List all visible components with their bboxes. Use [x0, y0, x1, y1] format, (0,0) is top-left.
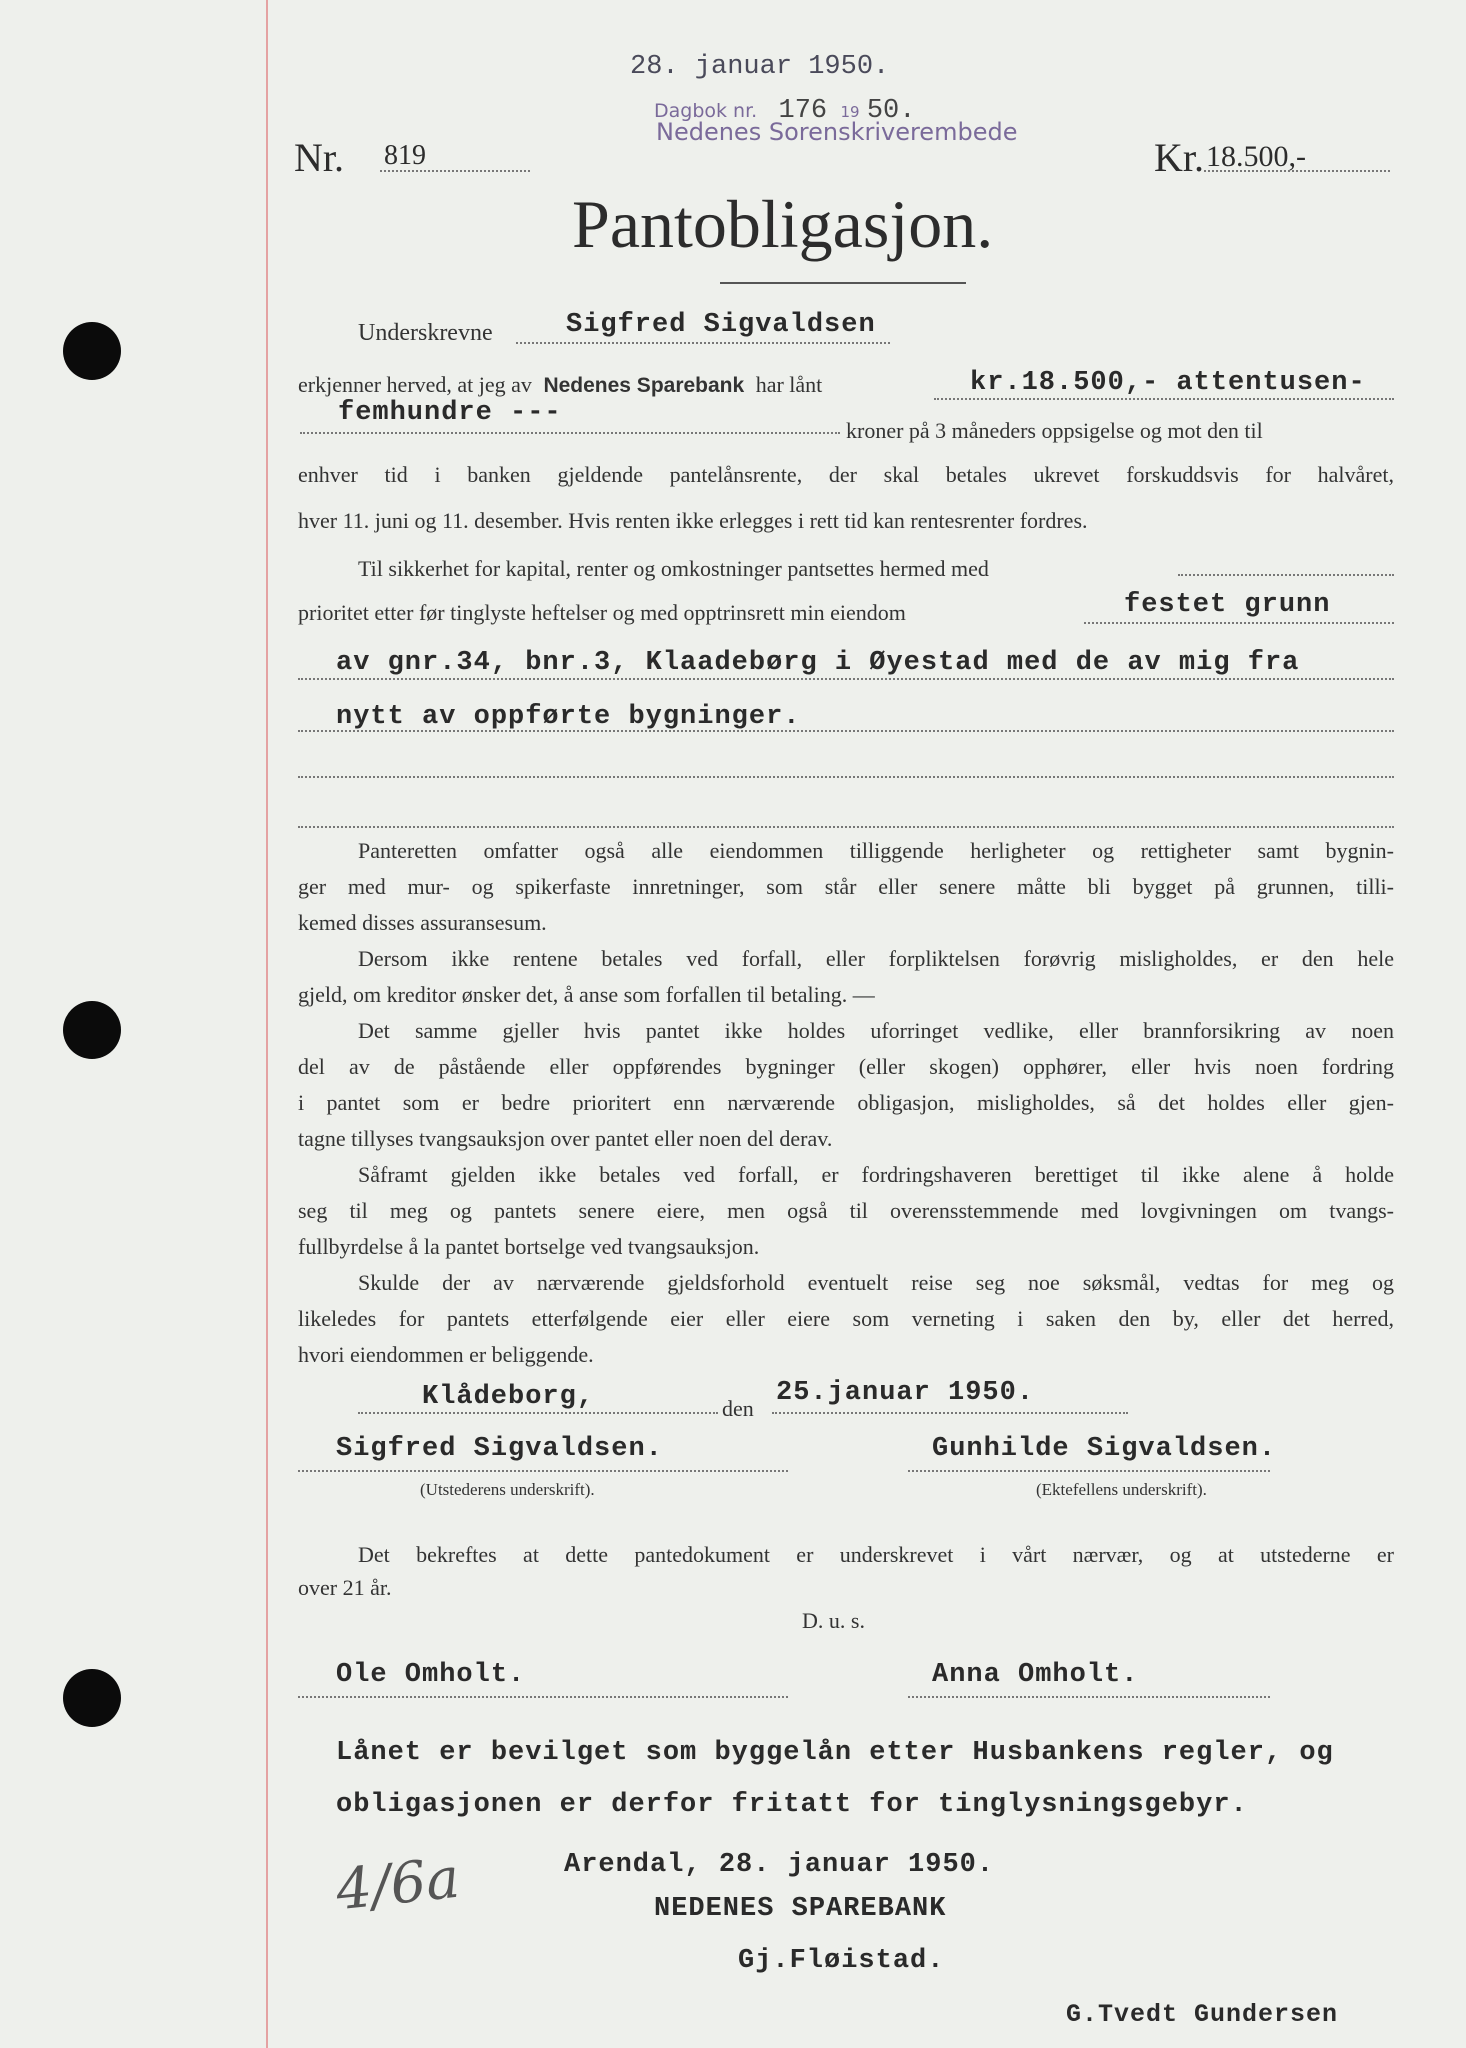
- stamp-dagbok-label: Dagbok nr.: [654, 100, 758, 122]
- loan-line2-suffix: kroner på 3 måneders oppsigelse og mot den til: [846, 418, 1263, 443]
- nr-value: 819: [384, 140, 426, 171]
- terms-line: Dersom ikke rentene betales ved forfall, eller forpliktelsen forøvrig misligholdes, er den hele: [358, 946, 1394, 971]
- stamp-dagbok-number: 176: [778, 96, 828, 126]
- terms-line: kemed disses assuransesum.: [298, 910, 547, 935]
- security-dotted-line-4: [298, 730, 1394, 732]
- spouse-signature: Gunhilde Sigvaldsen.: [932, 1434, 1277, 1464]
- nr-label: Nr.: [294, 135, 344, 180]
- red-margin-line: [266, 0, 268, 2048]
- terms-line: del av de påstående eller oppførendes bygninger (eller skogen) opphører, eller hvis noen fordring: [298, 1054, 1394, 1079]
- stamp-year-prefix: 19: [840, 103, 860, 121]
- spouse-dotted-line: [908, 1470, 1270, 1472]
- bank-name: Nedenes Sparebank: [543, 374, 745, 397]
- witness-line2: over 21 år.: [298, 1575, 392, 1600]
- witness-line1: Det bekreftes at dette pantedokument er underskrevet i vårt nærvær, og at utstederne er: [358, 1542, 1394, 1567]
- witness-2-dotted-line: [908, 1696, 1270, 1698]
- issuer-caption: (Utstederens underskrift).: [420, 1480, 595, 1499]
- terms-line: tagne tillyses tvangsauksjon over pantet eller noen del derav.: [298, 1126, 833, 1151]
- security-dotted-line-1: [1178, 574, 1394, 576]
- security-line1: Til sikkerhet for kapital, renter og omkostninger pantsettes hermed med: [358, 556, 989, 581]
- terms-line: i pantet som er bedre prioritert enn nærværende obligasjon, misligholdes, så det holdes eller gjen-: [298, 1090, 1394, 1115]
- loan-line1-prefix: erkjenner herved, at jeg av: [298, 372, 532, 397]
- security-typed-3: nytt av oppførte bygninger.: [336, 702, 801, 732]
- loan-dotted-line: [934, 398, 1394, 400]
- security-dotted-line-5: [298, 776, 1394, 778]
- security-dotted-line-2: [1084, 622, 1394, 624]
- terms-line: fullbyrdelse å la pantet bortselge ved tvangsauksjon.: [298, 1234, 760, 1259]
- nr-dotted-line: [380, 170, 530, 172]
- loan-amount-typed: kr.18.500,- attentusen-: [970, 368, 1366, 398]
- terms-line: Panteretten omfatter også alle eiendommen tilliggende herligheter og rettigheter samt bygnin-: [358, 838, 1394, 863]
- kr-dotted-line: [1204, 170, 1390, 172]
- terms-line: likeledes for pantets etterfølgende eier eller eiere som verneting i saken den by, eller det herred,: [298, 1306, 1394, 1331]
- terms-line: ger med mur- og spikerfaste innretninger, som står eller senere måtte bli bygget på grunnen, tilli-: [298, 874, 1394, 899]
- loan-line4: hver 11. juni og 11. desember. Hvis renten ikke erlegges i rett tid kan rentesrenter fordres.: [298, 508, 1088, 533]
- issuer-dotted-line: [298, 1470, 788, 1472]
- signing-date: 25.januar 1950.: [776, 1378, 1035, 1408]
- kr-label: Kr.: [1154, 135, 1204, 180]
- note-bank: NEDENES SPAREBANK: [654, 1894, 947, 1924]
- loan-line1-mid: har lånt: [755, 372, 823, 397]
- note-place-date: Arendal, 28. januar 1950.: [564, 1850, 995, 1880]
- debtor-name: Sigfred Sigvaldsen: [566, 310, 876, 340]
- loan-line1: [298, 372, 822, 398]
- debtor-dotted-line: [516, 342, 890, 344]
- security-dotted-line-3: [298, 678, 1394, 680]
- note-line1: Lånet er bevilget som byggelån etter Husbankens regler, og: [336, 1738, 1334, 1768]
- witness-1-signature: Ole Omholt.: [336, 1660, 526, 1690]
- note-signer: Gj.Fløistad.: [738, 1946, 945, 1976]
- terms-line: hvori eiendommen er beliggende.: [298, 1342, 594, 1367]
- loan-amount-typed-2: femhundre ---: [338, 398, 562, 428]
- terms-line: Skulde der av nærværende gjeldsforhold eventuelt reise seg noe søksmål, vedtas for meg og: [358, 1270, 1394, 1295]
- stamp-dagbok-year: 50.: [866, 96, 916, 126]
- signing-den: den: [722, 1396, 754, 1421]
- security-line2: prioritet etter før tinglyste heftelser og med opptrinsrett min eiendom: [298, 600, 906, 625]
- note-signer-2: G.Tvedt Gundersen: [1066, 2000, 1339, 2029]
- punch-hole: [63, 1669, 121, 1727]
- signing-place: Klådeborg,: [422, 1382, 595, 1412]
- security-typed-1: festet grunn: [1124, 590, 1331, 620]
- spouse-caption: (Ektefellens underskrift).: [1036, 1480, 1207, 1499]
- dus: D. u. s.: [802, 1608, 865, 1633]
- kr-value: 18.500,-: [1206, 140, 1306, 173]
- witness-1-dotted-line: [298, 1696, 788, 1698]
- security-dotted-line-6: [298, 826, 1394, 828]
- terms-line: Det samme gjeller hvis pantet ikke holdes uforringet vedlike, eller brannforsikring av noen: [358, 1018, 1394, 1043]
- witness-2-signature: Anna Omholt.: [932, 1660, 1139, 1690]
- punch-hole: [63, 322, 121, 380]
- stamp-office: Nedenes Sorenskriverembede: [656, 118, 1018, 146]
- date-dotted-line: [772, 1412, 1128, 1414]
- terms-line: Såframt gjelden ikke betales ved forfall, er fordringshaveren berettiget til ikke alene å holde: [358, 1162, 1394, 1187]
- terms-line: seg til meg og pantets senere eiere, men også til overensstemmende med lovgivningen om tvangs-: [298, 1198, 1394, 1223]
- note-line2: obligasjonen er derfor fritatt for tinglysningsgebyr.: [336, 1790, 1248, 1820]
- security-typed-2: av gnr.34, bnr.3, Klaadebørg i Øyestad med de av mig fra: [336, 648, 1300, 678]
- debtor-label: Underskrevne: [358, 320, 493, 346]
- punch-hole: [63, 1001, 121, 1059]
- place-dotted-line: [358, 1412, 718, 1414]
- issuer-signature: Sigfred Sigvaldsen.: [336, 1434, 663, 1464]
- document-title: Pantobligasjon.: [572, 186, 994, 262]
- title-rule: [720, 282, 966, 284]
- stamp-date: 28. januar 1950.: [630, 52, 890, 82]
- terms-line: gjeld, om kreditor ønsker det, å anse som forfallen til betaling. —: [298, 982, 875, 1007]
- loan-dotted-line-2: [300, 432, 840, 434]
- handwritten-mark: 4/6a: [332, 1845, 463, 1924]
- loan-line3: enhver tid i banken gjeldende pantelånsrente, der skal betales ukrevet forskuddsvis for halvåret,: [298, 462, 1394, 487]
